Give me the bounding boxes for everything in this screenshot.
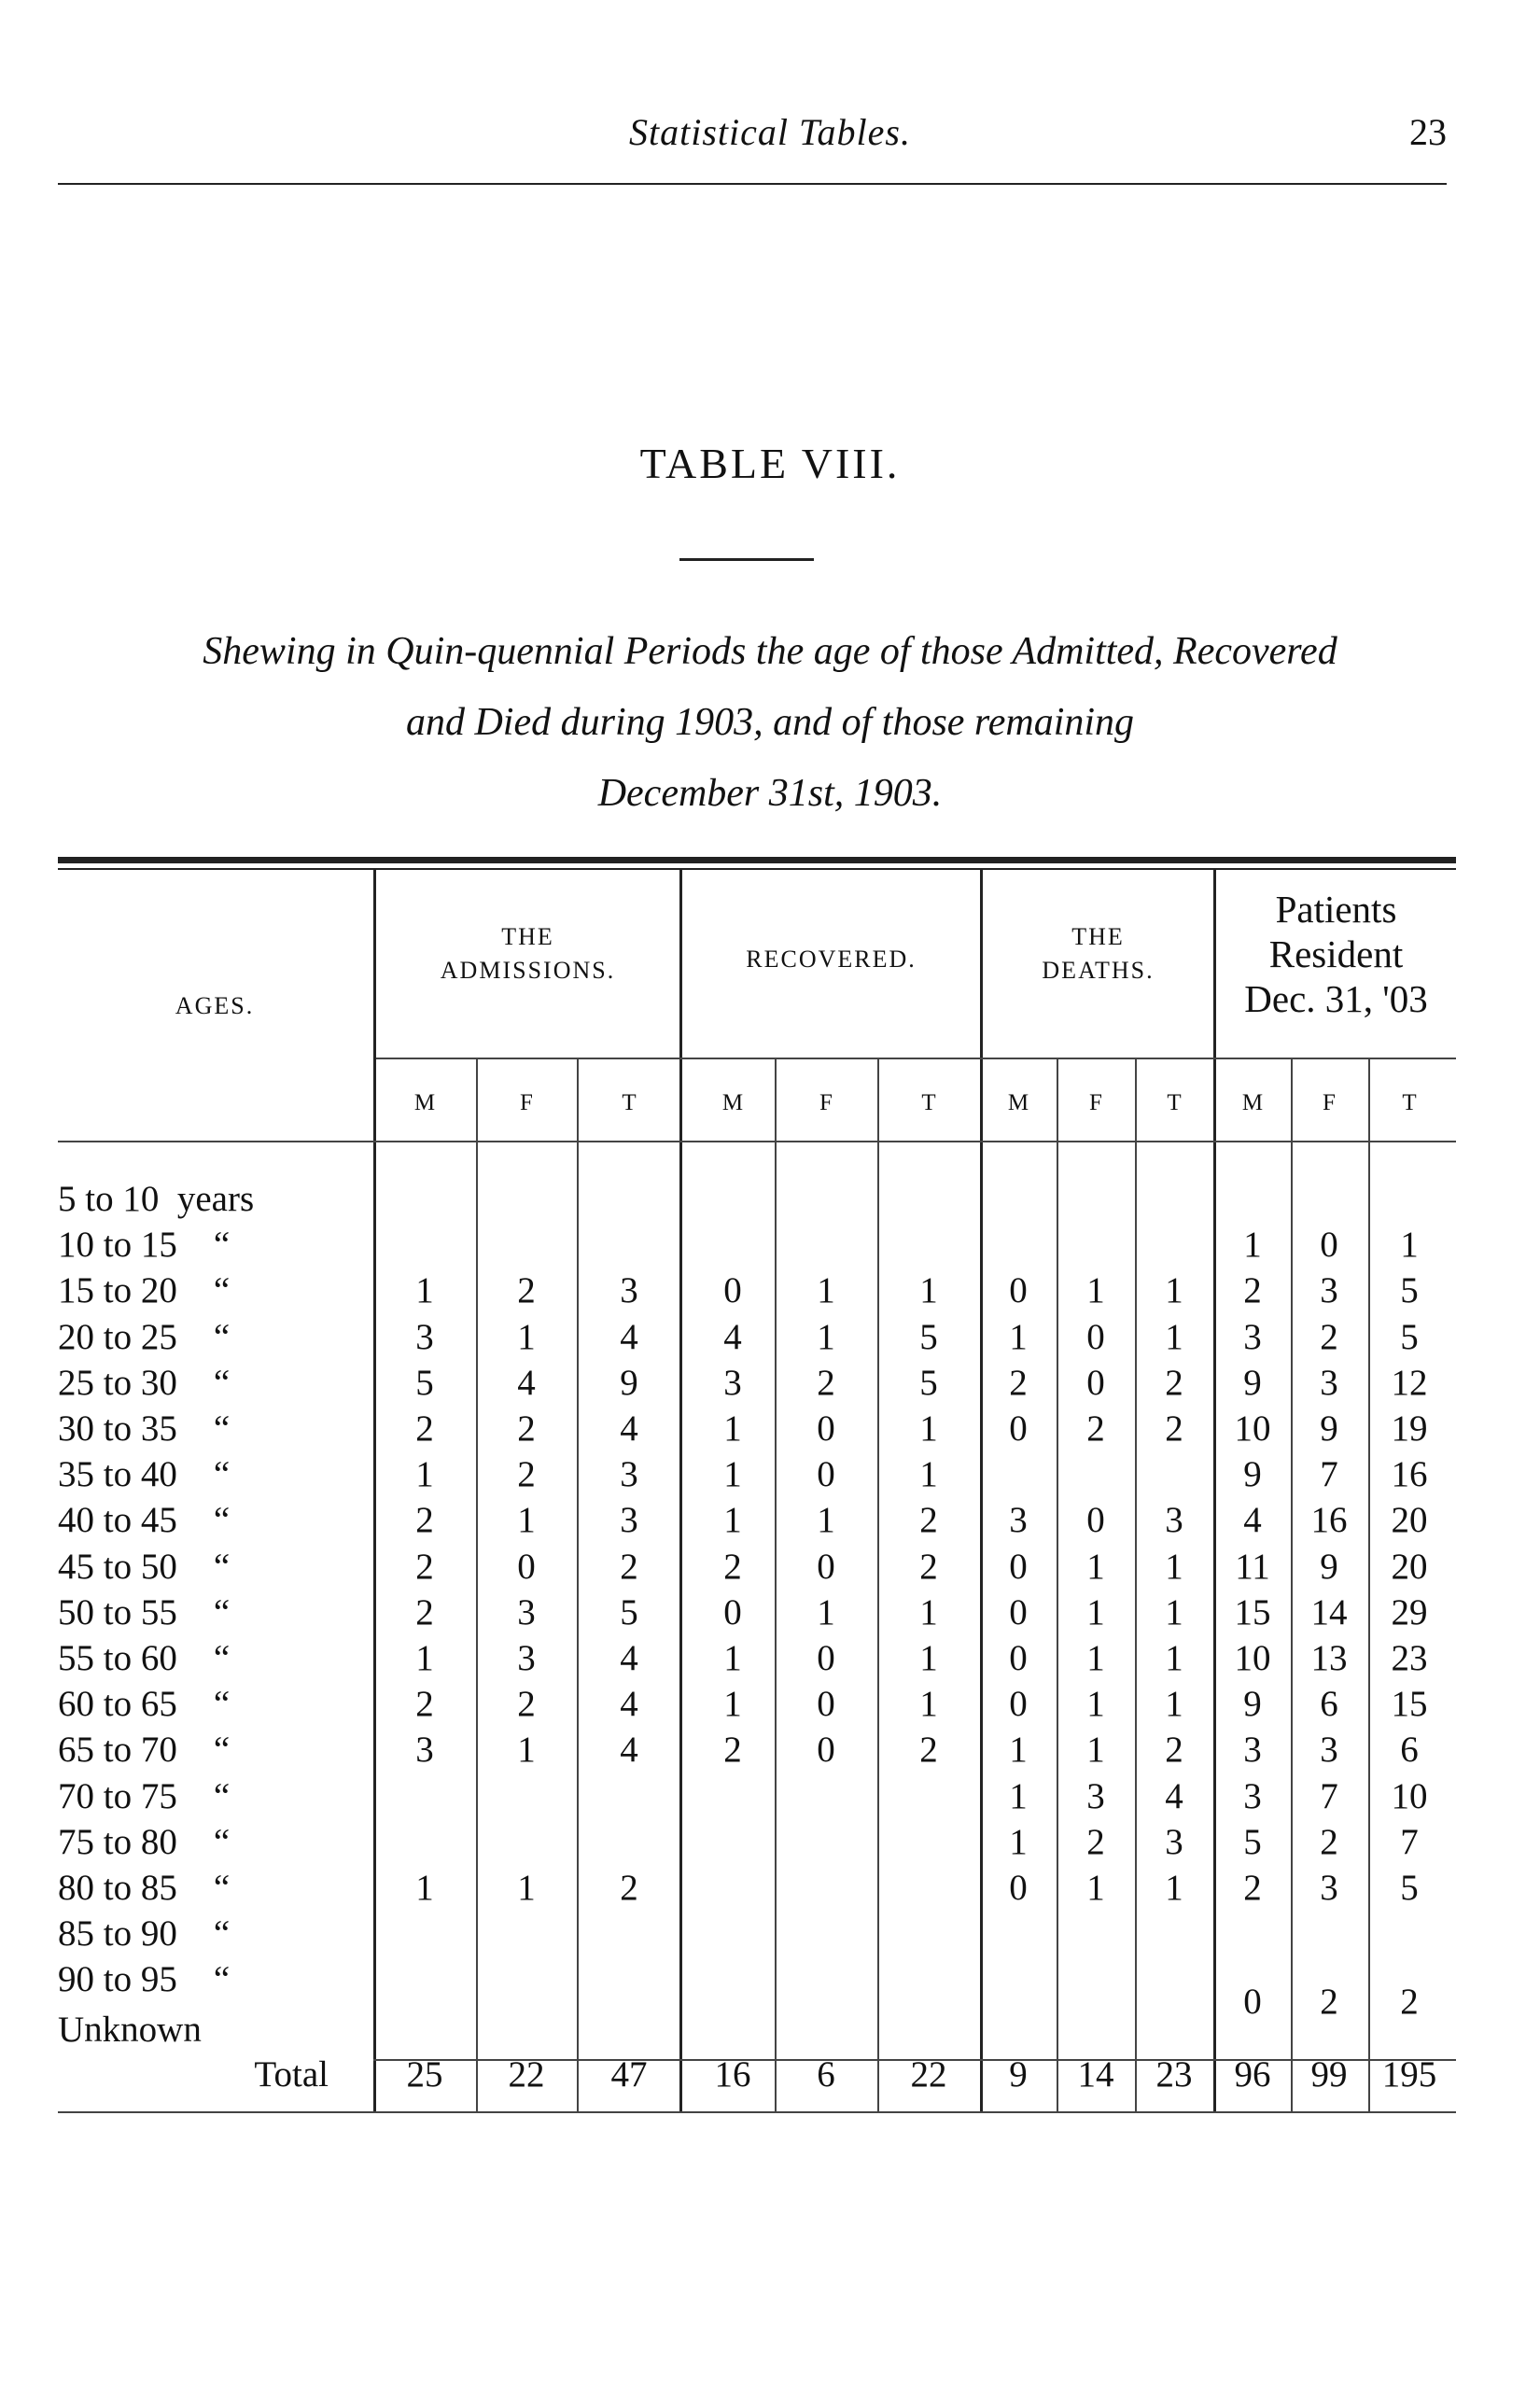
table-cell: 1 — [1165, 1546, 1183, 1587]
admissions-header-line: THE — [501, 923, 554, 950]
ages-header: AGES. — [175, 992, 255, 1019]
admissions-header-line: ADMISSIONS. — [440, 957, 616, 984]
caption-line: and Died during 1903, and of those remaining — [405, 701, 1135, 744]
running-title: Statistical Tables. — [628, 111, 911, 153]
table-cell: 0 — [1009, 1684, 1028, 1725]
table-cell: 1 — [919, 1591, 938, 1632]
table-cell: 3 — [1243, 1775, 1262, 1816]
table-cell: 2 — [620, 1546, 638, 1587]
age-label: 85 to 90 “ — [58, 1913, 231, 1955]
table-cell: 1 — [1086, 1684, 1105, 1725]
table-cell: 2 — [620, 1868, 638, 1908]
table-cell: 3 — [1243, 1316, 1262, 1357]
table-cell: 14 — [1077, 2053, 1114, 2095]
age-label: 45 to 50 “ — [58, 1546, 231, 1587]
table-cell: 1 — [1165, 1591, 1183, 1632]
header-rule — [58, 183, 1447, 185]
age-label: 15 to 20 “ — [58, 1270, 231, 1311]
table-title: TABLE VIII. — [639, 440, 901, 487]
table-cell: 1 — [919, 1454, 938, 1495]
table-cell: 15 — [1391, 1684, 1428, 1725]
table-cell: 3 — [517, 1591, 536, 1632]
title-dash — [679, 558, 814, 561]
age-label: 55 to 60 “ — [58, 1638, 231, 1678]
table-cell: 2 — [415, 1500, 434, 1541]
table-cell: 1 — [517, 1500, 536, 1541]
table-cell: 1 — [1086, 1270, 1105, 1311]
table-cell: 1 — [1086, 1730, 1105, 1771]
table-cell: 10 — [1391, 1775, 1428, 1816]
table-cell: 2 — [415, 1684, 434, 1725]
age-label: Unknown — [58, 2009, 202, 2050]
table-cell: 6 — [817, 2053, 835, 2095]
table-cell: 9 — [1320, 1546, 1338, 1587]
table-cell: 2 — [517, 1270, 536, 1311]
table-cell: 1 — [1400, 1225, 1419, 1266]
table-cell: 0 — [1009, 1408, 1028, 1449]
table-cell: 25 — [406, 2053, 443, 2095]
table-cell: 0 — [723, 1270, 742, 1311]
table-cell: 1 — [919, 1408, 938, 1449]
age-label: 90 to 95 “ — [58, 1959, 231, 2000]
table-cell: 0 — [1009, 1638, 1028, 1678]
age-label: 75 to 80 “ — [58, 1821, 231, 1862]
table-top-rule — [58, 857, 1456, 863]
table-cell: 3 — [415, 1316, 434, 1357]
col-divider — [980, 870, 983, 2111]
table-cell: 4 — [1243, 1500, 1262, 1541]
subcol-divider — [1368, 1059, 1370, 2111]
table-cell: 5 — [1400, 1270, 1419, 1311]
resident-header-line: Dec. 31, '03 — [1244, 977, 1428, 1020]
table-cell: 1 — [1086, 1591, 1105, 1632]
table-cell: 2 — [415, 1546, 434, 1587]
table-cell: 1 — [723, 1500, 742, 1541]
table-cell: 16 — [714, 2053, 751, 2095]
table-cell: 3 — [1320, 1270, 1338, 1311]
table-cell: 2 — [1009, 1362, 1028, 1403]
table-cell: 20 — [1391, 1500, 1428, 1541]
table-cell: 1 — [1243, 1225, 1262, 1266]
caption-line: Shewing in Quin-quennial Periods the age of those Admitted, Recovered — [203, 630, 1337, 673]
table-cell: 5 — [415, 1362, 434, 1403]
table-cell: 3 — [1320, 1868, 1338, 1908]
deaths-header-line: THE — [1071, 923, 1125, 950]
table-cell: 3 — [1086, 1775, 1105, 1816]
sub-header: T — [921, 1090, 936, 1115]
subcol-divider — [775, 1059, 777, 2111]
age-label: 10 to 15 “ — [58, 1225, 231, 1266]
table-cell: 3 — [1320, 1362, 1338, 1403]
table-caption — [37, 616, 1503, 829]
table-cell: 9 — [1243, 1684, 1262, 1725]
table-cell: 2 — [1243, 1270, 1262, 1311]
table-cell: 0 — [1009, 1591, 1028, 1632]
table-cell: 1 — [919, 1684, 938, 1725]
table-cell: 47 — [610, 2053, 648, 2095]
recovered-header: RECOVERED. — [746, 946, 917, 973]
table-cell: 0 — [817, 1638, 835, 1678]
sub-header: M — [1007, 1090, 1029, 1115]
deaths-header-line: DEATHS. — [1042, 957, 1155, 984]
table-cell: 0 — [817, 1684, 835, 1725]
admissions-header — [376, 920, 679, 988]
table-cell: 2 — [1320, 1821, 1338, 1862]
table-cell: 0 — [1243, 1981, 1262, 2022]
table-cell: 2 — [723, 1730, 742, 1771]
table-cell: 0 — [817, 1408, 835, 1449]
table-cell: 9 — [1320, 1408, 1338, 1449]
table-cell: 1 — [1165, 1316, 1183, 1357]
table-cell: 4 — [723, 1316, 742, 1357]
table-cell: 19 — [1391, 1408, 1428, 1449]
subheader-rule — [58, 1141, 1456, 1142]
subcol-divider — [877, 1059, 879, 2111]
table-cell: 15 — [1234, 1591, 1271, 1632]
table-cell: 10 — [1234, 1638, 1271, 1678]
table-cell: 1 — [723, 1408, 742, 1449]
table-cell: 0 — [1009, 1868, 1028, 1908]
table-cell: 1 — [1009, 1730, 1028, 1771]
table-cell: 5 — [1400, 1868, 1419, 1908]
table-cell: 0 — [817, 1546, 835, 1587]
subcol-divider — [577, 1059, 579, 2111]
table-cell: 9 — [1009, 2053, 1028, 2095]
sub-header: T — [1167, 1090, 1182, 1115]
table-cell: 2 — [415, 1408, 434, 1449]
table-cell: 1 — [1086, 1868, 1105, 1908]
sub-header: F — [520, 1090, 533, 1115]
age-label: 50 to 55 “ — [58, 1591, 231, 1632]
table-cell: 3 — [620, 1500, 638, 1541]
table-cell: 10 — [1234, 1408, 1271, 1449]
table-cell: 7 — [1320, 1775, 1338, 1816]
sub-header: F — [819, 1090, 833, 1115]
table-cell: 4 — [517, 1362, 536, 1403]
table-cell: 0 — [1086, 1316, 1105, 1357]
table-cell: 3 — [723, 1362, 742, 1403]
sub-header: M — [1241, 1090, 1264, 1115]
sub-header: F — [1089, 1090, 1102, 1115]
table-cell: 12 — [1391, 1362, 1428, 1403]
table-cell: 4 — [620, 1316, 638, 1357]
table-cell: 4 — [620, 1730, 638, 1771]
table-cell: 1 — [517, 1316, 536, 1357]
subcol-divider — [476, 1059, 478, 2111]
table-cell: 3 — [415, 1730, 434, 1771]
age-label: 5 to 10 years — [58, 1179, 255, 1219]
table-cell: 5 — [1243, 1821, 1262, 1862]
table-cell: 1 — [415, 1638, 434, 1678]
table-cell: 6 — [1320, 1684, 1338, 1725]
table-cell: 2 — [1320, 1981, 1338, 2022]
table-cell: 1 — [817, 1591, 835, 1632]
table-cell: 4 — [620, 1408, 638, 1449]
table-cell: 0 — [1086, 1500, 1105, 1541]
table-cell: 2 — [817, 1362, 835, 1403]
age-label: 30 to 35 “ — [58, 1408, 231, 1449]
table-cell: 5 — [620, 1591, 638, 1632]
age-label: 80 to 85 “ — [58, 1868, 231, 1908]
age-label: 60 to 65 “ — [58, 1684, 231, 1725]
table-cell: 5 — [1400, 1316, 1419, 1357]
table-cell: 1 — [415, 1868, 434, 1908]
table-cell: 2 — [919, 1730, 938, 1771]
table-bottom-rule — [58, 2111, 1456, 2113]
table-cell: 1 — [517, 1730, 536, 1771]
table-cell: 2 — [919, 1546, 938, 1587]
sub-header: F — [1323, 1090, 1336, 1115]
table-cell: 1 — [415, 1454, 434, 1495]
table-cell: 3 — [1243, 1730, 1262, 1771]
table-cell: 13 — [1310, 1638, 1348, 1678]
age-label: 35 to 40 “ — [58, 1454, 231, 1495]
table-cell: 7 — [1320, 1454, 1338, 1495]
table-cell: 1 — [1165, 1270, 1183, 1311]
table-cell: 3 — [620, 1454, 638, 1495]
table-cell: 2 — [517, 1684, 536, 1725]
table-cell: 4 — [1165, 1775, 1183, 1816]
sub-header: M — [413, 1090, 436, 1115]
table-cell: 1 — [1009, 1821, 1028, 1862]
table-cell: 2 — [1243, 1868, 1262, 1908]
table-cell: 1 — [919, 1638, 938, 1678]
table-cell: 7 — [1400, 1821, 1419, 1862]
table-cell: 22 — [508, 2053, 545, 2095]
table-cell: 0 — [817, 1454, 835, 1495]
table-cell: 2 — [1086, 1821, 1105, 1862]
table-cell: 3 — [1165, 1821, 1183, 1862]
table-cell: 2 — [1320, 1316, 1338, 1357]
table-cell: 2 — [1165, 1408, 1183, 1449]
sub-header: M — [721, 1090, 744, 1115]
table-cell: 96 — [1234, 2053, 1271, 2095]
table-cell: 2 — [517, 1408, 536, 1449]
table-cell: 0 — [817, 1730, 835, 1771]
table-cell: 1 — [817, 1270, 835, 1311]
table-cell: 23 — [1155, 2053, 1193, 2095]
table-cell: 2 — [415, 1591, 434, 1632]
table-cell: 1 — [1086, 1638, 1105, 1678]
table-cell: 14 — [1310, 1591, 1348, 1632]
table-cell: 22 — [910, 2053, 947, 2095]
resident-header — [1216, 887, 1456, 1021]
table-cell: 11 — [1235, 1546, 1270, 1587]
table-cell: 2 — [1165, 1730, 1183, 1771]
table-cell: 2 — [1400, 1981, 1419, 2022]
table-cell: 3 — [517, 1638, 536, 1678]
table-cell: 3 — [1320, 1730, 1338, 1771]
table-cell: 1 — [817, 1500, 835, 1541]
table-cell: 1 — [723, 1454, 742, 1495]
table-cell: 1 — [1009, 1316, 1028, 1357]
sub-header: T — [622, 1090, 637, 1115]
table-cell: 0 — [1009, 1270, 1028, 1311]
col-divider — [373, 870, 376, 2111]
caption-line: December 31st, 1903. — [597, 772, 943, 815]
table-cell: 6 — [1400, 1730, 1419, 1771]
age-label: 20 to 25 “ — [58, 1316, 231, 1357]
sub-header: T — [1402, 1090, 1417, 1115]
table-cell: 99 — [1310, 2053, 1348, 2095]
age-label: 70 to 75 “ — [58, 1775, 231, 1816]
table-cell: 29 — [1391, 1591, 1428, 1632]
age-label: 40 to 45 “ — [58, 1500, 231, 1541]
table-cell: 1 — [517, 1868, 536, 1908]
table-cell: 3 — [1009, 1500, 1028, 1541]
table-cell: 1 — [1009, 1775, 1028, 1816]
age-label: 65 to 70 “ — [58, 1730, 231, 1771]
table-cell: 0 — [1009, 1546, 1028, 1587]
table-cell: 16 — [1391, 1454, 1428, 1495]
age-label: Total — [254, 2053, 329, 2095]
page-number: 23 — [1409, 111, 1447, 153]
table-cell: 5 — [919, 1362, 938, 1403]
resident-header-line: Resident — [1268, 932, 1404, 975]
table-cell: 2 — [919, 1500, 938, 1541]
resident-header-line: Patients — [1275, 888, 1397, 931]
table-cell: 1 — [919, 1270, 938, 1311]
table-cell: 0 — [723, 1591, 742, 1632]
table-cell: 23 — [1391, 1638, 1428, 1678]
table-cell: 9 — [1243, 1454, 1262, 1495]
table-cell: 1 — [1165, 1638, 1183, 1678]
table-cell: 2 — [517, 1454, 536, 1495]
table-cell: 3 — [1165, 1500, 1183, 1541]
table-cell: 1 — [723, 1638, 742, 1678]
table-cell: 16 — [1310, 1500, 1348, 1541]
table-cell: 1 — [723, 1684, 742, 1725]
table-cell: 4 — [620, 1638, 638, 1678]
table-cell: 20 — [1391, 1546, 1428, 1587]
table-cell: 1 — [415, 1270, 434, 1311]
table-cell: 195 — [1381, 2053, 1437, 2095]
table-cell: 1 — [817, 1316, 835, 1357]
table-cell: 5 — [919, 1316, 938, 1357]
deaths-header — [983, 920, 1213, 988]
table-cell: 9 — [1243, 1362, 1262, 1403]
table-cell: 0 — [517, 1546, 536, 1587]
table-cell: 1 — [1165, 1684, 1183, 1725]
col-divider — [679, 870, 682, 2111]
table-cell: 2 — [1165, 1362, 1183, 1403]
table-cell: 9 — [620, 1362, 638, 1403]
table-cell: 4 — [620, 1684, 638, 1725]
table-cell: 2 — [1086, 1408, 1105, 1449]
table-cell: 1 — [1165, 1868, 1183, 1908]
table-top-rule-thin — [58, 868, 1456, 870]
table-cell: 2 — [723, 1546, 742, 1587]
table-cell: 1 — [1086, 1546, 1105, 1587]
group-header-rule — [376, 1058, 1456, 1059]
table-cell: 0 — [1086, 1362, 1105, 1403]
table-cell: 3 — [620, 1270, 638, 1311]
age-label: 25 to 30 “ — [58, 1362, 231, 1403]
table-cell: 0 — [1320, 1225, 1338, 1266]
